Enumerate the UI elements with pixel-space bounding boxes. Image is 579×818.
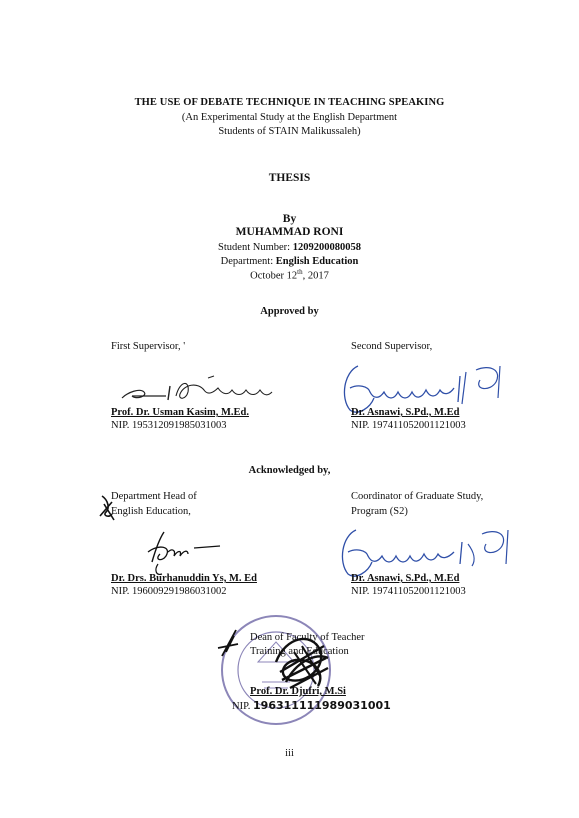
by-label: By: [282, 213, 297, 225]
first-supervisor-role: [111, 341, 185, 352]
acknowledged-by-heading: Acknowledged by,: [248, 465, 331, 476]
first-supervisor-nip: NIP. 195312091985031003: [111, 420, 227, 431]
dean-nip-line: [232, 699, 391, 712]
author-name: MUHAMMAD RONI: [235, 226, 344, 238]
first-supervisor-name: Prof. Dr. Usman Kasim, M.Ed.: [111, 407, 249, 418]
head-department-signature: [138, 526, 228, 578]
subtitle-line-2: Students of STAIN Malikussaleh): [218, 126, 361, 137]
head-department-name: Dr. Drs. Burhanuddin Ys, M. Ed: [111, 573, 257, 584]
approved-by-heading: Approved by: [260, 306, 319, 317]
dean-role-line-1: Dean of Faculty of Teacher: [250, 632, 365, 643]
first-supervisor-mark: ': [183, 341, 186, 352]
first-supervisor-signature: [118, 370, 283, 408]
student-number-label: Student Number:: [218, 242, 291, 253]
coordinator-nip: NIP. 197411052001121003: [351, 586, 466, 597]
page-number: iii: [285, 748, 294, 759]
coordinator-name: Dr. Asnawi, S.Pd., M.Ed: [351, 573, 460, 584]
dean-nip-value: 196311111989031001: [253, 699, 391, 712]
dean-nip-label: NIP.: [232, 701, 251, 712]
second-supervisor-role: Second Supervisor,: [351, 341, 433, 352]
dean-role-line-2: Training and Education: [250, 646, 349, 657]
subtitle-line-1: (An Experimental Study at the English Department: [181, 112, 398, 123]
department-label: Department:: [220, 256, 274, 267]
coordinator-role-line-2: Program (S2): [351, 506, 408, 517]
student-number-line: [0, 242, 579, 253]
second-supervisor-name: Dr. Asnawi, S.Pd., M.Ed: [351, 407, 460, 418]
dean-name: Prof. Dr. Djufri, M.Si: [250, 686, 346, 697]
head-department-role-line-1: Department Head of: [111, 491, 197, 502]
student-number-value: 1209200080058: [292, 242, 361, 253]
date-suffix: , 2017: [302, 270, 329, 282]
department-value: English Education: [275, 256, 359, 267]
head-department-role-line-2: English Education,: [111, 506, 191, 517]
coordinator-signature: [336, 520, 526, 580]
second-supervisor-nip: NIP. 197411052001121003: [351, 420, 466, 431]
department-line: [0, 256, 579, 267]
thesis-title: THE USE OF DEBATE TECHNIQUE IN TEACHING SPEAKING: [134, 97, 445, 108]
date-superscript: th: [297, 268, 303, 276]
date-prefix: October 12: [250, 270, 298, 282]
first-supervisor-role-text: First Supervisor,: [111, 341, 181, 352]
date-line: [0, 268, 579, 282]
head-department-nip: NIP. 196009291986031002: [111, 586, 227, 597]
document-type: THESIS: [268, 172, 311, 184]
coordinator-role-line-1: Coordinator of Graduate Study,: [351, 491, 484, 502]
